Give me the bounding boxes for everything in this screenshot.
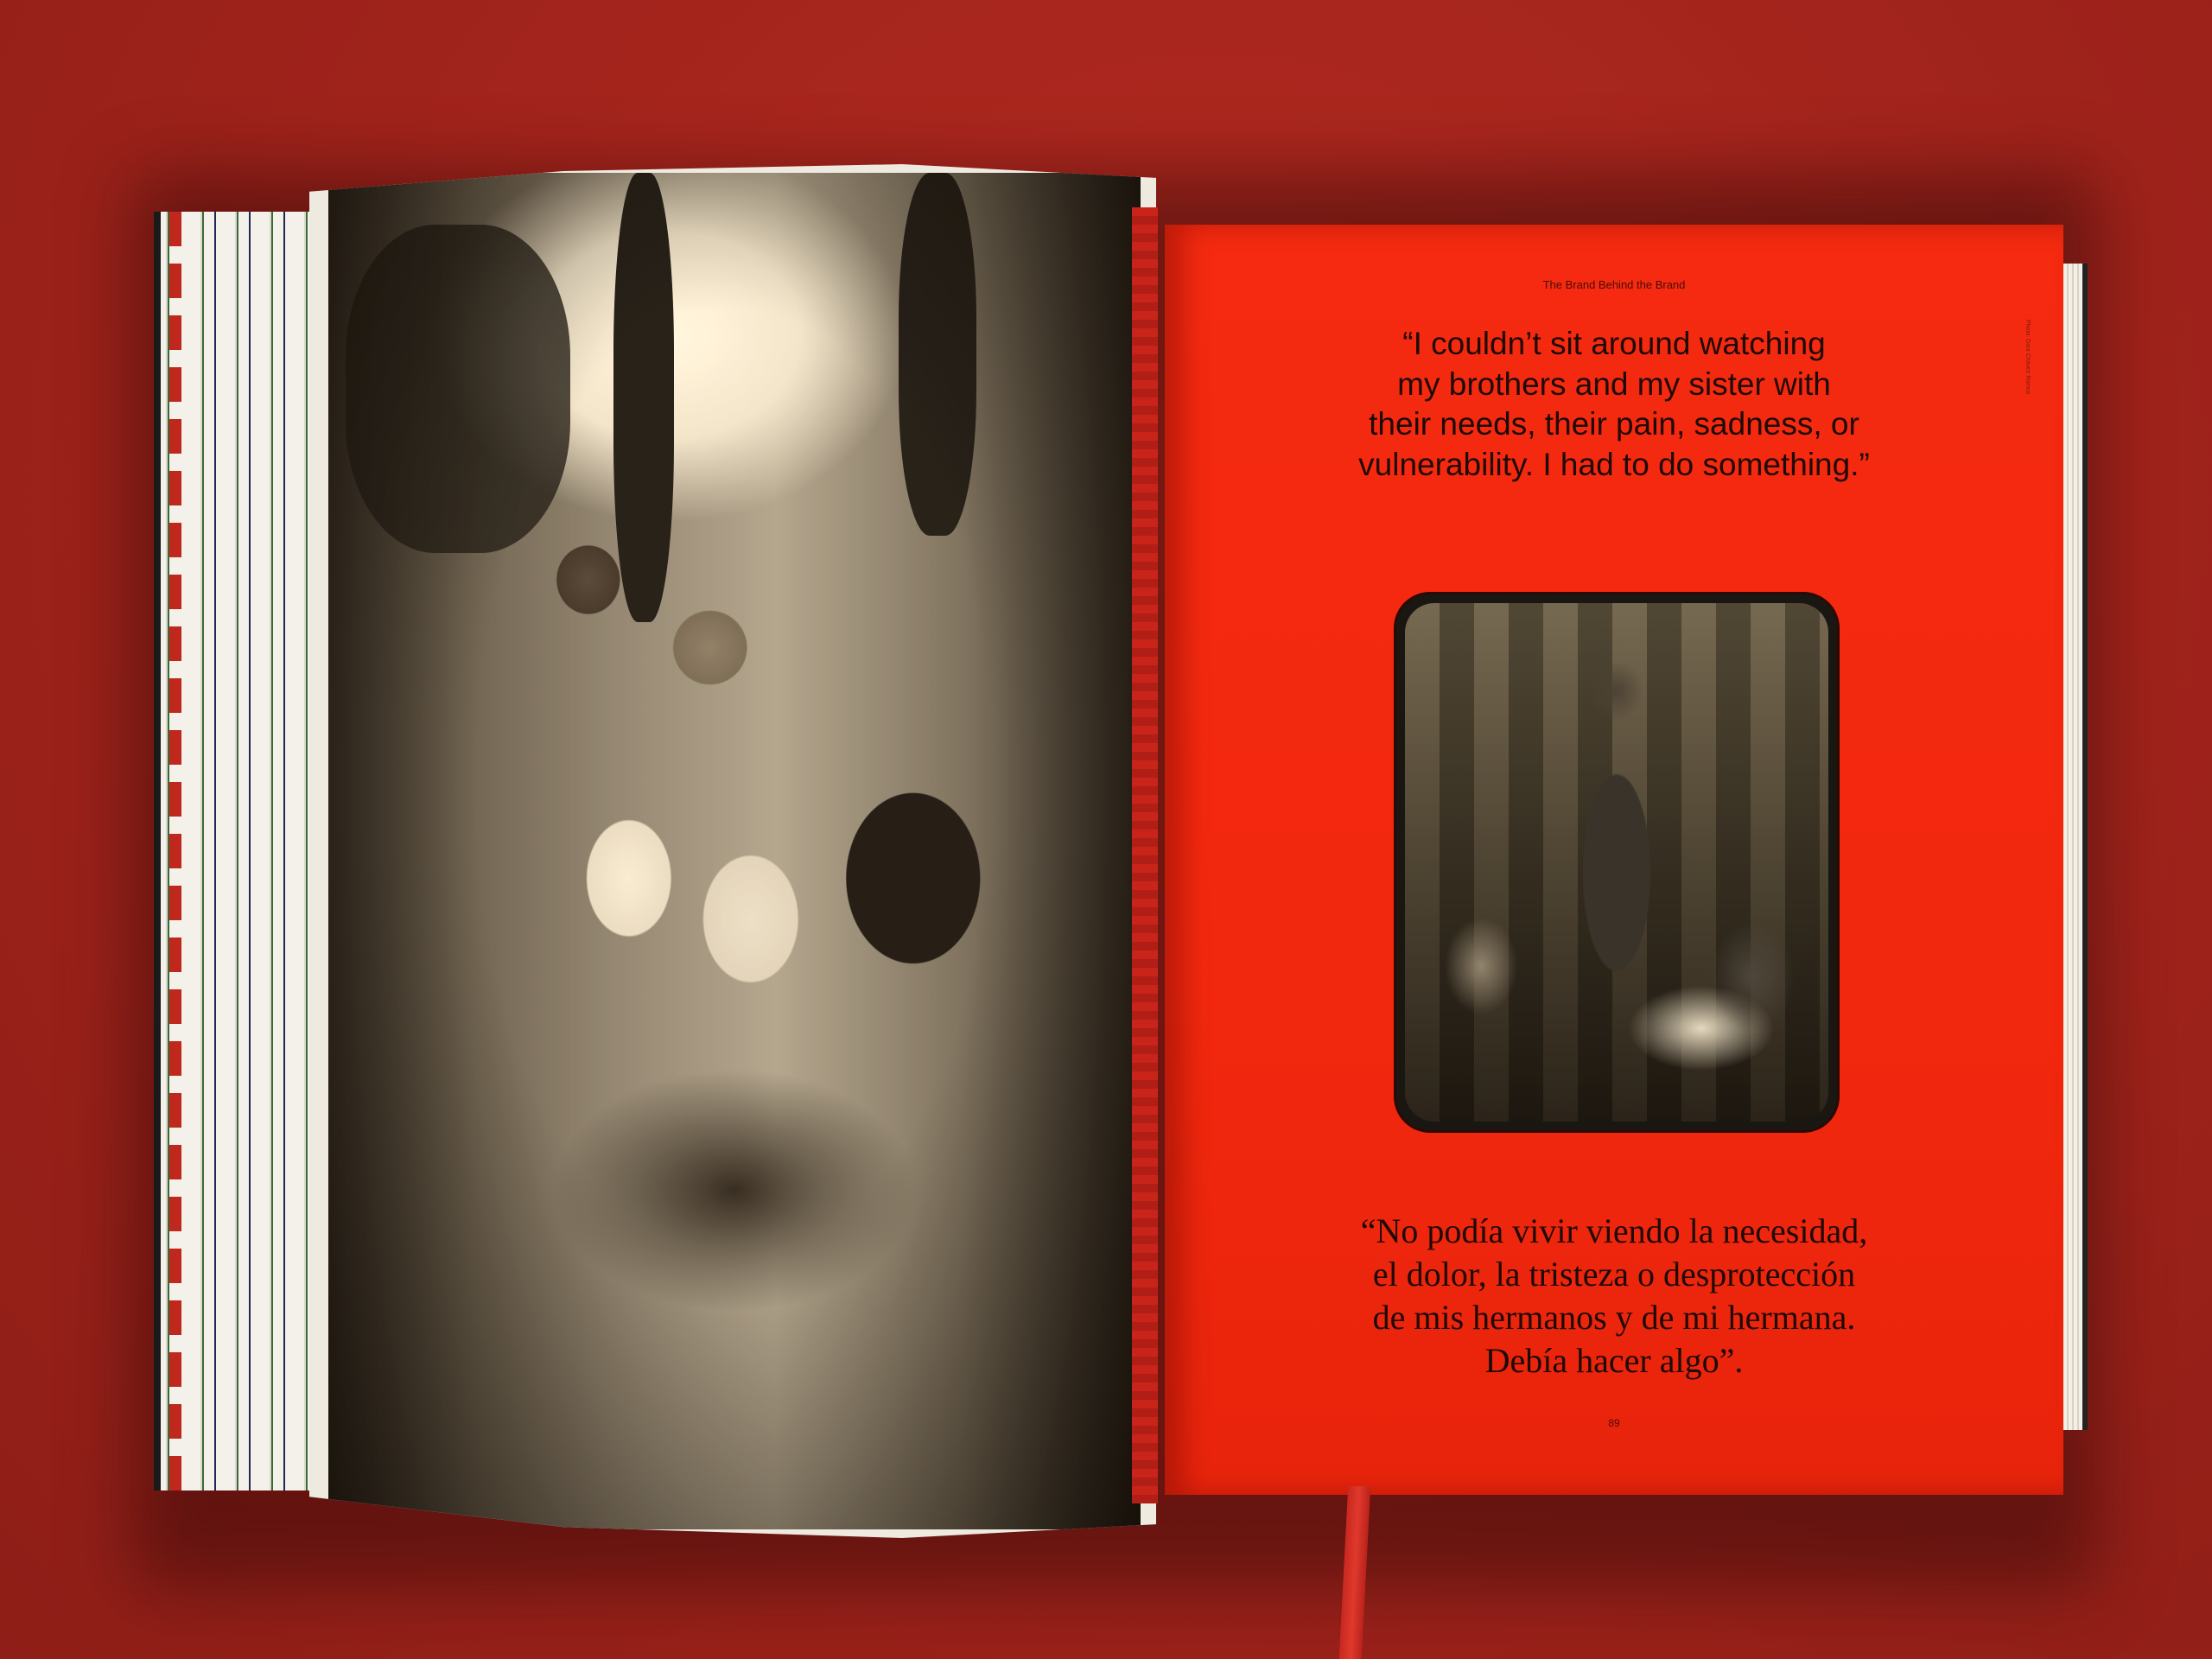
- red-page-edge-stripe: [169, 212, 181, 1491]
- right-page-block-edges: [2063, 264, 2088, 1430]
- man-with-children-carousel-photo: [1405, 603, 1828, 1122]
- right-page: [1165, 225, 2063, 1495]
- photo-credit: Photo: Dani Chávez Ramos: [2024, 320, 2031, 395]
- running-head: The Brand Behind the Brand: [1542, 278, 1686, 291]
- page-number: 89: [1608, 1417, 1620, 1429]
- left-page-block-edges: [154, 212, 334, 1491]
- left-page: [309, 164, 1156, 1538]
- quote-spanish: “No podía vivir viendo la necesidad, el dolor, la tristeza o desprotección de mis hermanos y de mi hermana. Debía hacer algo”.: [1360, 1211, 1868, 1380]
- photo-vignette: [328, 173, 1141, 1529]
- quote-english: “I couldn’t sit around watching my brothers and my sister with their needs, their pain, sadness, or vulnerability. I had to do something.”: [1358, 326, 1870, 482]
- spine-pattern-band: [1132, 207, 1158, 1503]
- inset-photo-frame: [1394, 592, 1840, 1133]
- family-carousel-photo: [328, 173, 1141, 1529]
